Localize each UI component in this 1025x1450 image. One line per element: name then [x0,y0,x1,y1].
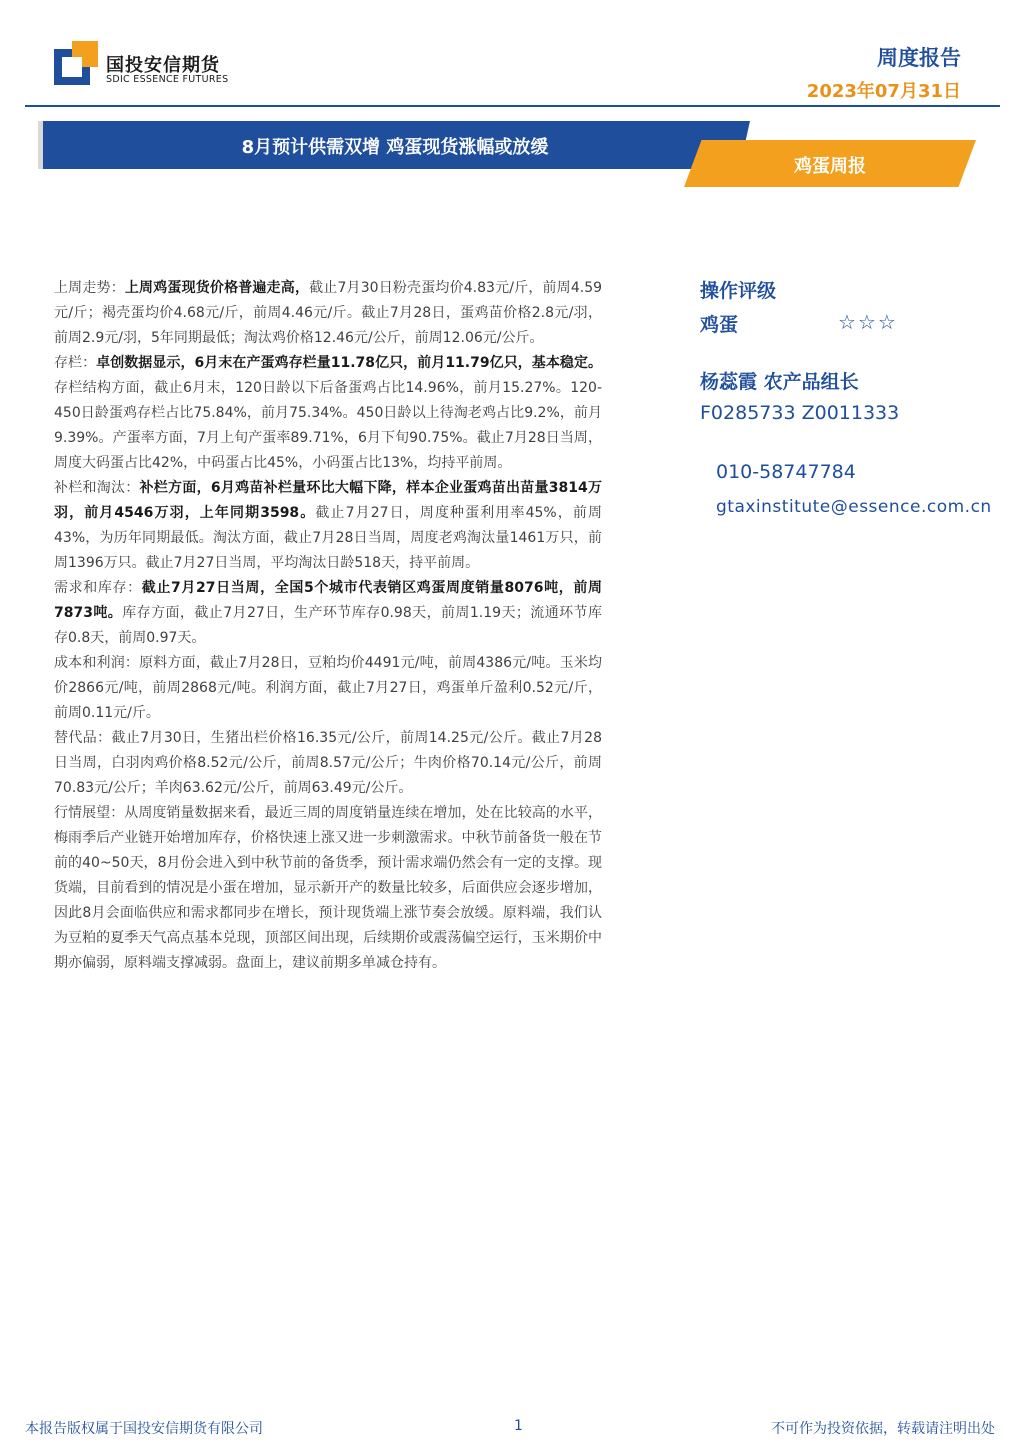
header-divider [25,105,1000,107]
paragraph-text: 存栏结构方面，截止6月末，120日龄以下后备蛋鸡占比14.96%，前月15.27%。120-450日龄蛋鸡存栏占比75.84%，前月75.34%。450日龄以上待淘老鸡占比9.2%，前月9.39%。产蛋率方面，7月上旬产蛋率89.71%，6月下旬90.75%。截止7月28日当周，周度大码蛋占比42%，中码蛋占比45%，小码蛋占比13%，均持平前周。 [54,380,602,471]
analyst-phone[interactable]: 010-58747784 [716,461,856,483]
paragraph-text: 截止7月27日，周度种蛋利用率45%，前周43%，为历年同期最低。淘汰方面，截止7月28日当周，周度老鸡淘汰量1461万只，前周1396万只。截止7月27日当周，平均淘汰日龄518天，持平前周。 [54,505,602,571]
paragraph-highlight: 补栏方面，6月鸡苗补栏量环比大幅下降，样本企业蛋鸡苗出苗量3814万羽，前月4546万羽，上年同期3598。 [54,480,602,521]
title-banner-accent [38,121,43,169]
paragraph-restock-cull [54,476,602,576]
rated-product: 鸡蛋 [700,314,739,336]
company-logo-icon [54,41,98,85]
page-number: 1 [514,1418,523,1434]
paragraph-text: 截止7月30日，生猪出栏价格16.35元/公斤，前周14.25元/公斤。截止7月28日当周，白羽肉鸡价格8.52元/公斤，前周8.57元/公斤；牛肉价格70.14元/公斤，前周70.83元/公斤；羊肉63.62元/公斤，前周63.49元/公斤。 [54,730,602,796]
analyst-name: 杨蕊霞 农产品组长 [700,371,859,393]
logo-english-name: SDIC ESSENCE FUTURES [106,74,229,85]
report-category: 鸡蛋周报 [794,156,866,177]
paragraph-outlook [54,801,602,976]
paragraph-text: 库存方面，截止7月27日，生产环节库存0.98天，前周1.19天；流通环节库存0.8天，前周0.97天。 [54,605,602,646]
paragraph-cost-profit [54,651,602,726]
analyst-email[interactable]: gtaxinstitute@essence.com.cn [716,497,992,517]
paragraph-label: 替代品： [54,730,112,746]
footer-copyright: 本报告版权属于国投安信期货有限公司 [25,1421,263,1437]
paragraph-last-week [54,276,602,351]
analyst-license: F0285733 Z0011333 [700,402,900,424]
paragraph-text: 从周度销量数据来看，最近三周的周度销量连续在增加，处在比较高的水平，梅雨季后产业链开始增加库存，价格快速上涨又进一步刺激需求。中秋节前备货一般在节前的40~50天，8月份会进入到中秋节前的备货季，预计需求端仍然会有一定的支撑。现货端，目前看到的情况是小蛋在增加，显示新开产的数量比较多，后面供应会逐步增加，因此8月会面临供应和需求都同步在增长，预计现货端上涨节奏会放缓。原料端，我们认为豆粕的夏季天气高点基本兑现，顶部区间出现，后续期价或震荡偏空运行，玉米期价中期亦偏弱，原料端支撑减弱。盘面上，建议前期多单减仓持有。 [54,805,603,971]
report-title: 8月预计供需双增 鸡蛋现货涨幅或放缓 [241,137,549,158]
paragraph-highlight: 截止7月27日当周，全国5个城市代表销区鸡蛋周度销量8076吨，前周7873吨。 [54,580,603,621]
rating-stars-icon: ☆☆☆ [838,310,898,334]
paragraph-inventory [54,351,602,476]
paragraph-label: 上周走势： [54,280,125,296]
paragraph-highlight: 上周鸡蛋现货价格普遍走高， [124,280,310,296]
report-body [54,276,602,976]
paragraph-label: 存栏： [54,355,97,371]
paragraph-demand-stock [54,576,602,651]
paragraph-label: 行情展望： [54,805,125,821]
paragraph-substitutes [54,726,602,801]
footer-disclaimer: 不可作为投资依据，转载请注明出处 [771,1421,995,1437]
paragraph-text: 截止7月30日粉壳蛋均价4.83元/斤，前周4.59元/斤；褐壳蛋均价4.68元/斤，前周4.46元/斤。截止7月28日，蛋鸡苗价格2.8元/羽，前周2.9元/羽，5年同期最低；淘汰鸡价格12.46元/公斤，前周12.06元/公斤。 [54,280,603,346]
paragraph-label: 成本和利润： [54,655,140,671]
report-type: 周度报告 [877,46,961,70]
paragraph-highlight: 卓创数据显示，6月末在产蛋鸡存栏量11.78亿只，前月11.79亿只，基本稳定。 [96,355,603,371]
rating-title: 操作评级 [700,280,777,302]
paragraph-label: 需求和库存： [54,580,142,596]
paragraph-text: 原料方面，截止7月28日，豆粕均价4491元/吨，前周4386元/吨。玉米均价2866元/吨，前周2868元/吨。利润方面，截止7月27日，鸡蛋单斤盈利0.52元/斤，前周0.11元/斤。 [54,655,603,721]
logo-chinese-name: 国投安信期货 [106,55,220,76]
report-date: 2023年07月31日 [806,81,961,102]
paragraph-label: 补栏和淘汰： [54,480,140,496]
